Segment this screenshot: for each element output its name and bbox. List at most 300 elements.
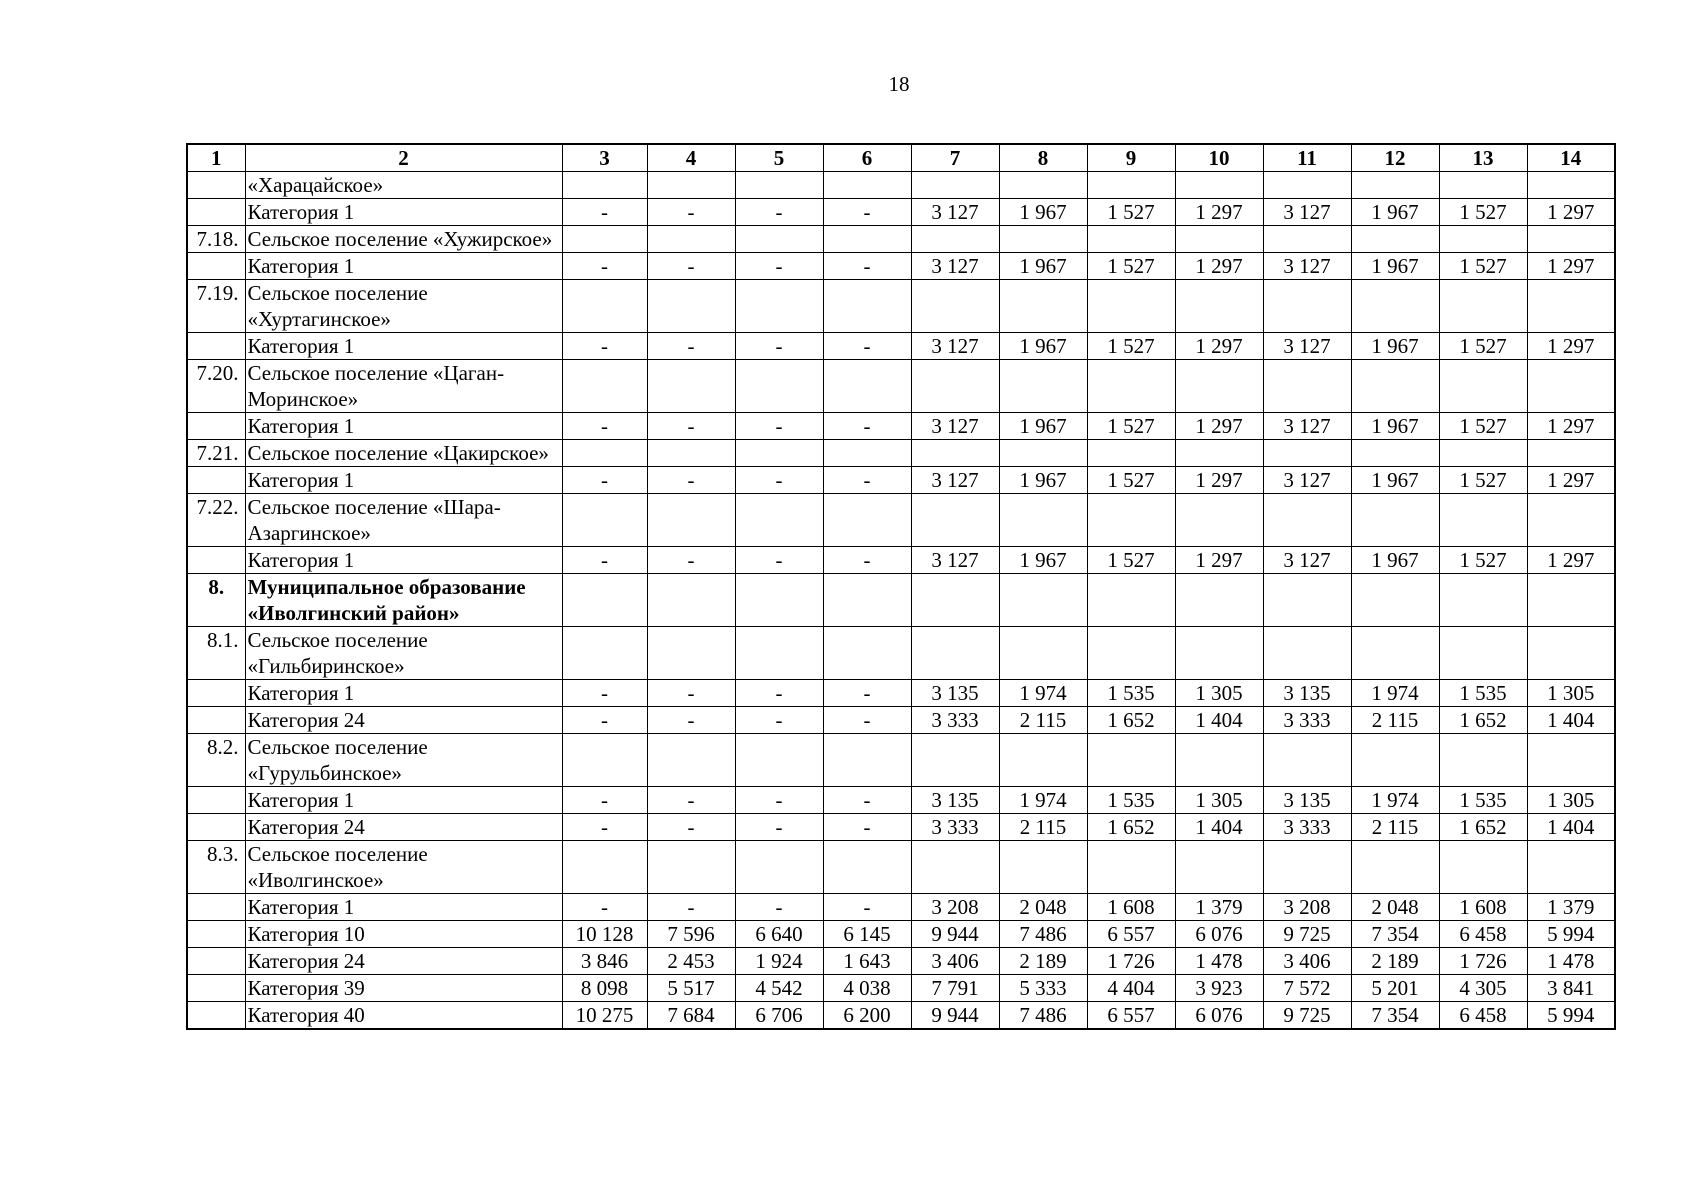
table-row (187, 921, 1615, 948)
value-cell (911, 494, 999, 547)
column-header: 6 (823, 144, 911, 172)
value-cell (1527, 226, 1615, 253)
value-cell (1439, 574, 1527, 627)
value-cell: - (823, 413, 911, 440)
row-name: Сельское поселение «Иволгинское» (245, 841, 562, 894)
value-cell: 2 189 (999, 948, 1087, 975)
value-cell: - (562, 787, 647, 814)
value-cell (647, 172, 735, 199)
value-cell: 4 038 (823, 975, 911, 1002)
value-cell (735, 574, 823, 627)
value-cell: 1 527 (1439, 467, 1527, 494)
row-name: «Харацайское» (245, 172, 562, 199)
value-cell: 1 297 (1175, 199, 1263, 226)
value-cell (735, 494, 823, 547)
row-number (187, 787, 245, 814)
value-cell (911, 226, 999, 253)
value-cell (911, 574, 999, 627)
row-number (187, 333, 245, 360)
value-cell: 4 404 (1087, 975, 1175, 1002)
row-number (187, 253, 245, 280)
row-name: Категория 24 (245, 814, 562, 841)
value-cell (999, 841, 1087, 894)
value-cell: 1 297 (1175, 413, 1263, 440)
table-row (187, 199, 1615, 226)
row-name: Категория 1 (245, 894, 562, 921)
value-cell: 1 974 (1351, 680, 1439, 707)
value-cell: - (562, 253, 647, 280)
value-cell (1175, 494, 1263, 547)
value-cell: 1 726 (1439, 948, 1527, 975)
value-cell: 3 127 (1263, 253, 1351, 280)
value-cell (1439, 360, 1527, 413)
row-number: 7.21. (187, 440, 245, 467)
value-cell: 1 305 (1527, 680, 1615, 707)
value-cell (1263, 627, 1351, 680)
value-cell: 1 967 (999, 467, 1087, 494)
row-name: Категория 1 (245, 333, 562, 360)
value-cell: - (823, 547, 911, 574)
value-cell (562, 494, 647, 547)
value-cell: 6 076 (1175, 1002, 1263, 1030)
value-cell (1175, 440, 1263, 467)
value-cell (1175, 280, 1263, 333)
value-cell (1351, 627, 1439, 680)
row-number: 7.18. (187, 226, 245, 253)
value-cell: 2 048 (999, 894, 1087, 921)
value-cell: 1 305 (1175, 787, 1263, 814)
value-cell (735, 734, 823, 787)
value-cell: - (562, 894, 647, 921)
row-name: Категория 24 (245, 948, 562, 975)
value-cell (999, 226, 1087, 253)
value-cell: 1 535 (1087, 787, 1175, 814)
value-cell: 1 297 (1175, 547, 1263, 574)
page-number: 18 (888, 72, 910, 96)
value-cell (1087, 627, 1175, 680)
value-cell (1527, 172, 1615, 199)
value-cell (647, 841, 735, 894)
value-cell: - (823, 680, 911, 707)
value-cell: 1 535 (1439, 680, 1527, 707)
value-cell (647, 440, 735, 467)
value-cell (1263, 440, 1351, 467)
value-cell: 3 406 (1263, 948, 1351, 975)
row-name: Категория 1 (245, 787, 562, 814)
value-cell: - (647, 894, 735, 921)
value-cell: 5 994 (1527, 921, 1615, 948)
row-number (187, 547, 245, 574)
value-cell: 3 333 (911, 707, 999, 734)
value-cell: - (647, 199, 735, 226)
value-cell: 1 305 (1527, 787, 1615, 814)
table-row (187, 172, 1615, 199)
value-cell: 9 944 (911, 921, 999, 948)
value-cell (999, 280, 1087, 333)
value-cell: 6 557 (1087, 1002, 1175, 1030)
value-cell: 1 535 (1439, 787, 1527, 814)
value-cell: 1 726 (1087, 948, 1175, 975)
table-row (187, 413, 1615, 440)
value-cell (1263, 734, 1351, 787)
value-cell (735, 440, 823, 467)
value-cell: - (735, 253, 823, 280)
value-cell: - (735, 547, 823, 574)
value-cell: 1 974 (999, 787, 1087, 814)
value-cell: 6 458 (1439, 921, 1527, 948)
column-header: 11 (1263, 144, 1351, 172)
value-cell: - (562, 547, 647, 574)
value-cell (1087, 440, 1175, 467)
value-cell (1087, 280, 1175, 333)
value-cell (823, 734, 911, 787)
table-row (187, 894, 1615, 921)
value-cell (562, 627, 647, 680)
value-cell (1263, 172, 1351, 199)
value-cell: 1 527 (1087, 333, 1175, 360)
value-cell: 3 127 (911, 333, 999, 360)
value-cell: - (562, 680, 647, 707)
value-cell: 6 640 (735, 921, 823, 948)
value-cell: 4 542 (735, 975, 823, 1002)
value-cell (999, 172, 1087, 199)
value-cell (1351, 360, 1439, 413)
column-header: 7 (911, 144, 999, 172)
value-cell (735, 280, 823, 333)
value-cell (1527, 841, 1615, 894)
row-name: Сельское поселение «Гильбиринское» (245, 627, 562, 680)
value-cell: 7 354 (1351, 921, 1439, 948)
value-cell: 1 527 (1087, 547, 1175, 574)
value-cell (562, 440, 647, 467)
row-name: Сельское поселение «Шара-Азаргинское» (245, 494, 562, 547)
row-number: 7.22. (187, 494, 245, 547)
value-cell: 2 048 (1351, 894, 1439, 921)
value-cell: 6 076 (1175, 921, 1263, 948)
value-cell: 3 127 (911, 467, 999, 494)
value-cell: 10 128 (562, 921, 647, 948)
value-cell: 5 994 (1527, 1002, 1615, 1030)
value-cell: 1 967 (999, 547, 1087, 574)
value-cell (1263, 494, 1351, 547)
value-cell (1351, 494, 1439, 547)
value-cell: 1 527 (1087, 413, 1175, 440)
row-name: Муниципальное образование «Иволгинский район» (245, 574, 562, 627)
value-cell: - (823, 253, 911, 280)
value-cell: 1 297 (1527, 253, 1615, 280)
value-cell: 2 115 (1351, 814, 1439, 841)
value-cell: 2 115 (999, 814, 1087, 841)
value-cell: 1 404 (1527, 707, 1615, 734)
row-name: Категория 1 (245, 467, 562, 494)
value-cell: 1 297 (1527, 333, 1615, 360)
value-cell: - (823, 199, 911, 226)
value-cell: 8 098 (562, 975, 647, 1002)
value-cell: 1 297 (1527, 413, 1615, 440)
value-cell (999, 574, 1087, 627)
row-number (187, 680, 245, 707)
table-body (187, 172, 1615, 1030)
table-row (187, 1002, 1615, 1030)
value-cell: 3 127 (911, 547, 999, 574)
value-cell (1527, 494, 1615, 547)
value-cell (562, 172, 647, 199)
value-cell: 1 974 (999, 680, 1087, 707)
value-cell (1439, 494, 1527, 547)
value-cell: 1 297 (1175, 333, 1263, 360)
value-cell: 4 305 (1439, 975, 1527, 1002)
value-cell (1527, 280, 1615, 333)
value-cell: 1 305 (1175, 680, 1263, 707)
value-cell (1175, 627, 1263, 680)
value-cell: - (562, 707, 647, 734)
value-cell: - (823, 894, 911, 921)
value-cell: 1 967 (999, 333, 1087, 360)
value-cell: 6 145 (823, 921, 911, 948)
value-cell: 3 135 (911, 787, 999, 814)
value-cell (1439, 280, 1527, 333)
table-row (187, 734, 1615, 787)
value-cell: - (735, 814, 823, 841)
value-cell (911, 734, 999, 787)
value-cell: 6 557 (1087, 921, 1175, 948)
value-cell (999, 360, 1087, 413)
value-cell: 1 924 (735, 948, 823, 975)
value-cell (1351, 172, 1439, 199)
value-cell: 1 527 (1439, 333, 1527, 360)
value-cell: 7 486 (999, 1002, 1087, 1030)
column-header: 8 (999, 144, 1087, 172)
value-cell (1351, 574, 1439, 627)
value-cell: 10 275 (562, 1002, 647, 1030)
row-number (187, 894, 245, 921)
value-cell (1175, 226, 1263, 253)
value-cell (562, 841, 647, 894)
value-cell (647, 280, 735, 333)
table-row (187, 253, 1615, 280)
value-cell: 1 478 (1527, 948, 1615, 975)
value-cell (1087, 226, 1175, 253)
value-cell (911, 360, 999, 413)
column-header: 1 (187, 144, 245, 172)
value-cell: 9 944 (911, 1002, 999, 1030)
value-cell: 3 333 (1263, 707, 1351, 734)
value-cell (1439, 226, 1527, 253)
value-cell: 1 527 (1087, 253, 1175, 280)
value-cell (1175, 841, 1263, 894)
value-cell: 9 725 (1263, 1002, 1351, 1030)
column-header: 10 (1175, 144, 1263, 172)
value-cell: 1 527 (1439, 199, 1527, 226)
column-header: 4 (647, 144, 735, 172)
value-cell: - (823, 707, 911, 734)
value-cell: - (562, 467, 647, 494)
value-cell: - (735, 787, 823, 814)
table-row (187, 360, 1615, 413)
value-cell: 1 652 (1087, 707, 1175, 734)
row-number (187, 467, 245, 494)
value-cell (1263, 574, 1351, 627)
value-cell (1175, 574, 1263, 627)
value-cell (911, 280, 999, 333)
value-cell: 1 527 (1439, 547, 1527, 574)
value-cell: 3 127 (911, 199, 999, 226)
table-row (187, 787, 1615, 814)
table-row (187, 226, 1615, 253)
table-row (187, 440, 1615, 467)
value-cell: - (647, 467, 735, 494)
value-cell: 1 297 (1175, 467, 1263, 494)
value-cell (999, 494, 1087, 547)
value-cell: 1 967 (1351, 253, 1439, 280)
row-number (187, 707, 245, 734)
column-header: 12 (1351, 144, 1439, 172)
table-row (187, 280, 1615, 333)
value-cell (823, 172, 911, 199)
value-cell: 5 201 (1351, 975, 1439, 1002)
value-cell: - (562, 814, 647, 841)
value-cell: 1 527 (1439, 253, 1527, 280)
value-cell (1439, 172, 1527, 199)
value-cell (1351, 226, 1439, 253)
value-cell: 7 791 (911, 975, 999, 1002)
value-cell: 1 527 (1087, 467, 1175, 494)
value-cell: 1 379 (1175, 894, 1263, 921)
value-cell: - (562, 333, 647, 360)
value-cell (1175, 360, 1263, 413)
value-cell (735, 841, 823, 894)
table-row (187, 814, 1615, 841)
row-name: Категория 24 (245, 707, 562, 734)
value-cell: 2 115 (1351, 707, 1439, 734)
value-cell: - (647, 787, 735, 814)
value-cell: - (647, 707, 735, 734)
value-cell (911, 172, 999, 199)
value-cell (823, 627, 911, 680)
table-row (187, 707, 1615, 734)
row-number: 8. (187, 574, 245, 627)
value-cell: 3 406 (911, 948, 999, 975)
table-row (187, 975, 1615, 1002)
value-cell (999, 627, 1087, 680)
value-cell: 3 208 (1263, 894, 1351, 921)
value-cell: 1 379 (1527, 894, 1615, 921)
value-cell (1263, 226, 1351, 253)
value-cell: - (735, 413, 823, 440)
value-cell: 1 967 (1351, 547, 1439, 574)
value-cell: 1 404 (1175, 814, 1263, 841)
table-row (187, 627, 1615, 680)
value-cell (823, 574, 911, 627)
table-row (187, 467, 1615, 494)
value-cell (1087, 841, 1175, 894)
value-cell (823, 280, 911, 333)
row-name: Категория 39 (245, 975, 562, 1002)
value-cell: - (562, 413, 647, 440)
value-cell: - (647, 333, 735, 360)
value-cell: 5 517 (647, 975, 735, 1002)
value-cell: 7 596 (647, 921, 735, 948)
value-cell (1175, 172, 1263, 199)
table-row (187, 841, 1615, 894)
row-number: 8.1. (187, 627, 245, 680)
value-cell: - (735, 707, 823, 734)
value-cell: 1 478 (1175, 948, 1263, 975)
row-number: 8.2. (187, 734, 245, 787)
value-cell (1527, 574, 1615, 627)
row-number (187, 814, 245, 841)
value-cell: 6 706 (735, 1002, 823, 1030)
column-header: 13 (1439, 144, 1527, 172)
value-cell (823, 226, 911, 253)
value-cell (1351, 280, 1439, 333)
value-cell: 1 297 (1527, 199, 1615, 226)
value-cell (999, 440, 1087, 467)
value-cell (823, 360, 911, 413)
value-cell (911, 440, 999, 467)
value-cell: 1 967 (1351, 333, 1439, 360)
value-cell: 6 200 (823, 1002, 911, 1030)
value-cell (1527, 360, 1615, 413)
value-cell: - (823, 467, 911, 494)
row-number: 8.3. (187, 841, 245, 894)
value-cell: 3 127 (1263, 199, 1351, 226)
value-cell: 1 297 (1175, 253, 1263, 280)
value-cell (1263, 841, 1351, 894)
row-number (187, 921, 245, 948)
value-cell: 9 725 (1263, 921, 1351, 948)
row-number: 7.19. (187, 280, 245, 333)
value-cell: 7 486 (999, 921, 1087, 948)
value-cell: 1 652 (1087, 814, 1175, 841)
value-cell: 1 297 (1527, 547, 1615, 574)
table-row (187, 680, 1615, 707)
row-number (187, 199, 245, 226)
value-cell (999, 734, 1087, 787)
row-name: Категория 1 (245, 413, 562, 440)
table-row (187, 574, 1615, 627)
value-cell (647, 226, 735, 253)
value-cell (647, 360, 735, 413)
value-cell: 1 527 (1439, 413, 1527, 440)
value-cell: 7 354 (1351, 1002, 1439, 1030)
value-cell (562, 734, 647, 787)
value-cell: 1 297 (1527, 467, 1615, 494)
value-cell (911, 841, 999, 894)
value-cell (562, 574, 647, 627)
value-cell: 1 967 (1351, 467, 1439, 494)
value-cell (823, 440, 911, 467)
row-number (187, 1002, 245, 1030)
row-number (187, 172, 245, 199)
value-cell (1527, 627, 1615, 680)
value-cell: 3 923 (1175, 975, 1263, 1002)
row-name: Категория 1 (245, 547, 562, 574)
value-cell: - (647, 547, 735, 574)
value-cell: 2 189 (1351, 948, 1439, 975)
value-cell (562, 360, 647, 413)
value-cell: 3 846 (562, 948, 647, 975)
table-row (187, 333, 1615, 360)
value-cell (735, 360, 823, 413)
column-header: 3 (562, 144, 647, 172)
value-cell: - (647, 814, 735, 841)
value-cell (1439, 841, 1527, 894)
value-cell: - (823, 787, 911, 814)
value-cell (735, 226, 823, 253)
value-cell: 2 115 (999, 707, 1087, 734)
value-cell (562, 280, 647, 333)
